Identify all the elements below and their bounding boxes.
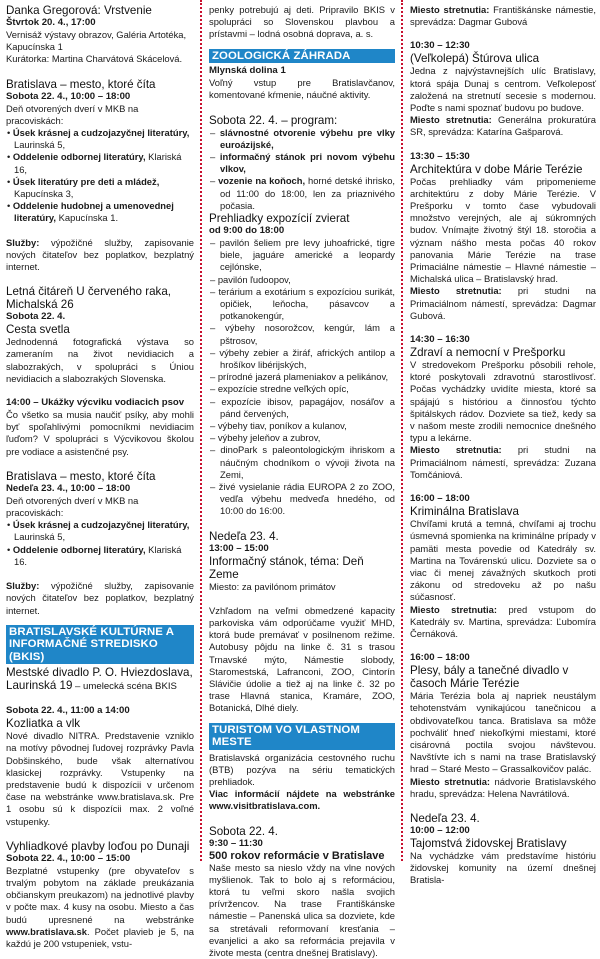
event-place: Miesto: za pavilónom primátov [209, 580, 336, 592]
meeting-point: Miesto stretnutia: pri studni na Primaciálnom námestí, sprevádza: Zuzana Tomčániová. [410, 444, 596, 480]
tour-title: Plesy, bály a tanečné divadlo v časoch Márie Terézie [410, 664, 569, 691]
event-subtitle: Cesta svetla [6, 323, 70, 337]
event-text: Vernisáž výstavy obrazov, Galéria Artotéka, Kapucínska 1 [6, 29, 187, 53]
tour-time: 10:00 – 12:00 [410, 824, 470, 836]
continued-text: penky potrebujú aj deti. Pripravilo BKIS v spolupráci so Slovenskou plavbou a prístavmi – lodná osobná doprava, a. s. [209, 4, 395, 40]
tour-time: 10:30 – 12:30 [410, 40, 470, 52]
program-list [209, 127, 395, 212]
event-text: Deň otvorených dverí v MKB na pracoviskách: [6, 494, 139, 519]
tour-date: Nedeľa 23. 4. [410, 811, 480, 825]
tour-time: 13:30 – 15:30 [410, 150, 470, 162]
list-item: • Úsek literatúry pre deti a mládež, Kapucínska 3, [7, 175, 160, 200]
tour-text: Mária Terézia bola aj napriek neustálym tehotenstvám vynikajúcou tanečnicou a obdivovateľkou tanca. Bratislava sa môže pochváliť hneď niekoľkými miestami, ktoré cisárovná poctila svojou návštevou. Navštívte ich s nami na trase Bratislavský hrad – Staré Mesto – Grassalkovičov palác. [410, 690, 596, 775]
section-band-bkis: BRATISLAVSKÉ KULTÚRNE A INFORMAČNÉ STREDISKO (BKIS) [6, 625, 194, 665]
event-text: Kurátorka: Martina Charvátová Skácelová. [6, 53, 183, 65]
list-item: • Oddelenie odbornej literatúry, Klariská 16. [7, 543, 182, 567]
tour-time: 16:00 – 18:00 [410, 493, 470, 505]
tour-plesy [410, 652, 596, 800]
event-date: Sobota 22. 4., 11:00 a 14:00 [6, 705, 130, 717]
tour-kriminalna [410, 493, 596, 640]
event-letna-citaren [6, 285, 194, 458]
list-item: • Úsek krásnej a cudzojazyčnej literatúry, Laurinská 5, [7, 519, 190, 543]
event-mkb-sunday [6, 470, 194, 617]
event-title: Kozliatka a vlk [6, 717, 81, 731]
list-item: – výbehy jeleňov a zubrov, [210, 432, 321, 444]
services-text: Služby: výpožičné služby, zapisovanie nových čitateľov bez poplatkov, bezplatný internet. [6, 580, 194, 616]
tour-zdravi [410, 334, 596, 481]
location-list [6, 519, 194, 568]
list-item: – výbehy nosorožcov, kengúr, lám a pštrosov, [210, 322, 395, 346]
tour-title: Tajomstvá židovskej Bratislavy [410, 836, 567, 850]
meeting-point: Miesto stretnutia: pred vstupom do Katedrály sv. Martina, sprevádza: Ľubomíra Černáková. [410, 603, 597, 639]
event-vrstvenie [6, 4, 194, 66]
services-text: Služby: výpožičné služby, zapisovanie nových čitateľov bez poplatkov, bezplatný internet. [6, 236, 194, 273]
section-band-turistom: TURISTOM VO VLASTNOM MESTE [209, 723, 395, 750]
list-item: – terárium a exotárium s expozíciou surikát, opičiek, leňocha, pásavcov a potkanokengúr, [210, 285, 395, 322]
zoo-text: Voľný vstup pre Bratislavčanov, komentované kŕmenie, náučné aktivity. [209, 77, 395, 101]
event-text: Čo všetko sa musia naučiť psíky, aby mohli byť spoľahlivými pomocníkmi nevidiacim ľuďom? V spolupráci s Výcvikovou školou pre vodiace a asistenčné psy. [6, 409, 194, 457]
tour-sturova [410, 40, 596, 138]
list-item: – pavilón šeliem pre levy juhoafrické, tigre biele, jaguáre americké a leopardy cejlónske, [210, 236, 395, 273]
event-title: Informačný stánok, téma: Deň Zeme [209, 554, 364, 581]
tours-list [209, 237, 395, 518]
column-middle [200, 0, 401, 959]
meeting-point: Miesto stretnutia: pri studni na Primaciálnom námestí, sprevádza: Dagmar Gubová. [410, 285, 596, 321]
list-item: – expozície stredne veľkých opíc, [210, 383, 349, 395]
list-item: – slávnostné otvorenie výbehu pre vlky euroázijské, [210, 126, 395, 150]
tour-time: 14:30 – 16:30 [410, 334, 470, 346]
event-title: Bratislava – mesto, ktoré číta [6, 469, 156, 483]
btb-more-link[interactable]: Viac informácií nájdete na webstránke www.visitbratislava.com. [209, 788, 395, 812]
zoo-address: Mlynská dolina 1 [209, 65, 286, 77]
list-item: – expozície ibisov, papagájov, nosáľov a pánd červených, [210, 395, 395, 419]
tour-title: (Veľkolepá) Štúrova ulica [410, 52, 540, 66]
list-item: – výbehy tiav, poníkov a kulanov, [210, 419, 347, 431]
tour-text: Chvíľami krutá a temná, chvíľami aj trochu úsmevná spomienka na kriminálne prípady v pamäti mesta povedie od Katedrály sv. Martina na Továrenskú ulicu. Dozviete sa o viac či menej závažných skutkoch proti zákonu od stredoveku až po našu súčasnosť. [410, 518, 596, 603]
event-subtitle: 14:00 – Ukážky výcviku vodiacich psov [6, 397, 185, 409]
event-title: Vyhliadkové plavby loďou po Dunaji [6, 839, 190, 853]
tour-text: Počas prehliadky vám pripomenieme architektúru z doby Márie Terézie. V Prešporku v tomto čase vybudovali množstvo verejných, ale aj súkromných budov. Vnímajte životný štýl 18. storočia a význam nášho mesta počas 40 rokov panovania Márie Terézie na trase Primaciálne námestie – Hlavné námestie – Michalská ulica – Bratislavský hrad. [410, 175, 596, 285]
list-item: – živé vysielanie rádia EUROPA 2 zo ZOO, vedľa výbehu medveďa hnedého, od 10:00 do 16:00. [210, 481, 395, 517]
program-title: Sobota 22. 4. – program: [209, 113, 338, 127]
list-item: • Oddelenie hudobnej a umenovednej literatúry, Kapucínska 1. [7, 200, 174, 224]
tour-title: Kriminálna Bratislava [410, 505, 519, 519]
event-date: Sobota 22. 4. [209, 824, 278, 838]
website-link[interactable]: www.bratislava.sk [6, 925, 87, 937]
event-text: Nové divadlo NITRA. Predstavenie vzniklo na motívy pôvodnej ľudovej rozprávky Pavla Dobšinského, bude však alternatívou klasickej rozprávky. Vstupenky na predstavenie budú k dispozícii v určenom čase na webstránke www.bratislava.sk. Pre 1 osobu sú k dispozícii max. 2 voľné vstupenky. [6, 730, 194, 827]
event-title: Danka Gregorová: Vrstvenie [6, 4, 152, 17]
list-item: – prírodné jazerá plameniakov a pelikánov, [210, 371, 389, 383]
tour-text: V stredovekom Prešporku pôsobili rehole, ktoré poskytovali zdravotnú starostlivosť. Počas vychádzky uvidíte miesta, ktoré sa spájajú s históriou a činnosťou týchto špitálskych rádov. Dozviete sa tiež, kedy sa v našom meste zrodili nemocnice dnešného typu a lekárne. [410, 359, 596, 444]
event-title: 500 rokov reformácie v Bratislave [209, 849, 385, 862]
event-time: 13:00 – 15:00 [209, 542, 269, 554]
section-band-zoo: ZOOLOGICKÁ ZÁHRADA [209, 49, 395, 64]
event-text: Deň otvorených dverí v MKB na pracoviskách: [6, 102, 139, 126]
tour-time: 16:00 – 18:00 [410, 652, 470, 664]
event-mkb-saturday [6, 78, 194, 274]
event-date: Nedeľa 23. 4. [209, 529, 279, 543]
column-right [401, 0, 600, 886]
location-list [6, 127, 194, 225]
tours-time: od 9:00 do 18:00 [209, 224, 285, 236]
bkis-section [6, 666, 194, 950]
meeting-point: Miesto stretnutia: Františkánske námestie, sprevádza: Dagmar Gubová [410, 4, 596, 28]
list-item: – informačný stánok pri novom výbehu vlkov, [210, 150, 395, 175]
tour-zidovska [410, 812, 596, 887]
tour-title: Architektúra v dobe Márie Terézie [410, 162, 583, 176]
list-item: – výbehy zebier a žiráf, afrických antilop a hrošíkov libérijských, [210, 346, 395, 370]
transport-text: Vzhľadom na veľmi obmedzené kapacity parkoviska vám odporúčame využiť MHD, ktorá bude premávať v posilnenom režime. Autobusy pôjdu na linke č. 31 s trasou Trnavské mýto, Námestie slobody, Staromestská, Lafranconi, ZOO, Cintorín Slávičie údolie a tiež aj na linke č. 32 po trase Hlavná stanica, Kramáre, ZOO, Botanická, Dlhé diely. [209, 604, 395, 714]
column-left [0, 0, 200, 950]
event-title: Bratislava – mesto, ktoré číta [6, 77, 156, 91]
event-date: Sobota 22. 4. [6, 311, 66, 323]
btb-text: Bratislavská organizácia cestovného ruchu (BTB) pozýva na sériu tematických prehliadok. [209, 751, 395, 788]
list-item: – vozenie na koňoch, horné detské ihrisko, od 11:00 do 18:00, len za priaznivého počasia. [210, 175, 396, 211]
list-item: – dinoPark s paleontologickým ihriskom a náučným chodníkom o vývoji života na Zemi, [210, 444, 395, 480]
event-text: Jednodenná fotografická výstava so zameraním na život nevidiacich a slabozrakých, v spolupráci s Úniou nevidiacich a slabozrakých Slovenska. [6, 336, 194, 384]
tour-title: Zdraví a nemocní v Prešporku [410, 346, 566, 360]
event-text: Bezplatné vstupenky (pre obyvateľov s trvalým pobytom na základe preukázania občianskym preukazom) na jednotlivé plavby v počte max. 4 kusy na osobu. Miesto a čas budú upresnené na webstránke www.bratislava.sk. Počet plavieb je 5, na každú je 200 vstupeniek, vstu- [6, 864, 194, 950]
list-item: • Oddelenie odbornej literatúry, Klariská 16, [7, 151, 182, 175]
event-text: Naše mesto sa nieslo vždy na vlne nových myšlienok. Tak to bolo aj s reformáciou, ktorá tu veľmi skoro našla svojich prívržencov. Na trase Františkánske námestie – Panenská ulica sa dozviete, kde sa stretávali reformovaní kresťania – evanjelici a ako sa reformácia prejavila v živote mesta (centra dnešnej Bratislavy). [209, 861, 395, 959]
event-time: 9:30 – 11:30 [209, 837, 263, 849]
event-date: Sobota 22. 4., 10:00 – 18:00 [6, 90, 131, 102]
list-item: – pavilón ľudoopov, [210, 273, 291, 285]
meeting-point: Miesto stretnutia: Generálna prokuratúra SR, sprevádza: Katarína Gašparová. [410, 114, 596, 138]
tour-text: Jedna z najvýstavnejších ulíc Bratislavy, ktorá spája Dunaj s centrom. Veľkoleposť založená na stretnutí secesie s modernou. Poďte s nami spoznať budovu po budove. [410, 65, 596, 114]
tour-architektura [410, 151, 596, 322]
event-date: Štvrtok 20. 4., 17:00 [6, 17, 96, 28]
event-title: Letná čitáreň U červeného raka, Michalská 26 [6, 285, 171, 312]
list-item: • Úsek krásnej a cudzojazyčnej literatúry, Laurinská 5, [7, 127, 190, 151]
event-date: Sobota 22. 4., 10:00 – 15:00 [6, 852, 131, 864]
event-date: Nedeľa 23. 4., 10:00 – 18:00 [6, 482, 131, 494]
venue: Mestské divadlo P. O. Hviezdoslava, Laurinská 19 – umelecká scéna BKIS [6, 666, 193, 693]
tours-title: Prehliadky expozícií zvierat [209, 211, 350, 225]
meeting-point: Miesto stretnutia: nádvorie Bratislavského hradu, sprevádza: Helena Navrátilová. [410, 775, 596, 799]
tour-text: Na vychádzke vám predstavíme históriu židovskej komunity na území dnešnej Bratisla- [410, 849, 596, 886]
